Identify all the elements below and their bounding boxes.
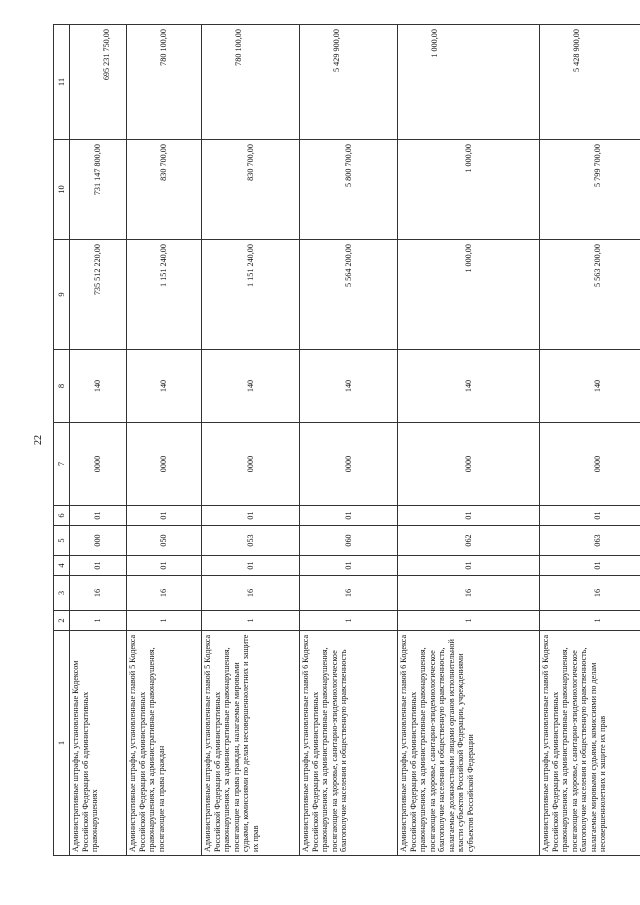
code-cell: 16 [70, 576, 127, 611]
code-cell: 0000 [398, 423, 540, 506]
code-cell: 1 [300, 611, 398, 631]
amount-cell: 1 151 240,00 [127, 240, 202, 350]
amount-cell: 5 428 900,00 [540, 25, 640, 140]
table-row [127, 25, 202, 856]
col-header-3: 3 [54, 576, 70, 611]
col-header-4: 4 [54, 556, 70, 576]
code-cell: 16 [202, 576, 300, 611]
code-cell: 0000 [202, 423, 300, 506]
code-cell: 16 [398, 576, 540, 611]
col-header-2: 2 [54, 611, 70, 631]
col-header-10: 10 [54, 140, 70, 240]
amount-cell: 5 799 700,00 [540, 140, 640, 240]
code-cell: 0000 [300, 423, 398, 506]
amount-cell: 5 564 200,00 [300, 240, 398, 350]
code-cell: 16 [540, 576, 640, 611]
code-cell: 0000 [70, 423, 127, 506]
amount-cell: 5 429 900,00 [300, 25, 398, 140]
row-description: Административные штрафы, установленные главой 5 Кодекса Российской Федерации об административных правонарушениях, за административные правонарушения, посягающие на права граждан, налагаемые мировыми судьями, комиссиями по делам несовершеннолетних и защите их прав [202, 631, 300, 856]
table-header-row [54, 25, 70, 856]
code-cell: 01 [300, 556, 398, 576]
code-cell: 140 [202, 350, 300, 423]
code-cell: 063 [540, 526, 640, 556]
row-description: Административные штрафы, установленные главой 6 Кодекса Российской Федерации об административных правонарушениях, за административные правонарушения, посягающие на здоровье, санитарно-эпидемиологическое благополучие населения и общественную нравственность [300, 631, 398, 856]
amount-cell: 5 563 200,00 [540, 240, 640, 350]
code-cell: 140 [300, 350, 398, 423]
amount-cell: 5 800 700,00 [300, 140, 398, 240]
code-cell: 01 [540, 506, 640, 526]
code-cell: 01 [70, 556, 127, 576]
col-header-6: 6 [54, 506, 70, 526]
budget-revenue-table [53, 24, 640, 856]
table-row [70, 25, 127, 856]
code-cell: 16 [127, 576, 202, 611]
code-cell: 140 [398, 350, 540, 423]
code-cell: 01 [398, 556, 540, 576]
code-cell: 053 [202, 526, 300, 556]
code-cell: 01 [398, 506, 540, 526]
table-row [540, 25, 640, 856]
col-header-9: 9 [54, 240, 70, 350]
row-description: Административные штрафы, установленные главой 5 Кодекса Российской Федерации об административных правонарушениях, за административные правонарушения, посягающие на права граждан [127, 631, 202, 856]
code-cell: 01 [540, 556, 640, 576]
code-cell: 01 [202, 506, 300, 526]
code-cell: 1 [398, 611, 540, 631]
code-cell: 0000 [127, 423, 202, 506]
code-cell: 060 [300, 526, 398, 556]
amount-cell: 1 000,00 [398, 25, 540, 140]
code-cell: 01 [300, 506, 398, 526]
amount-cell: 1 151 240,00 [202, 240, 300, 350]
amount-cell: 1 000,00 [398, 240, 540, 350]
code-cell: 1 [70, 611, 127, 631]
col-header-5: 5 [54, 526, 70, 556]
amount-cell: 830 700,00 [202, 140, 300, 240]
code-cell: 062 [398, 526, 540, 556]
code-cell: 01 [127, 556, 202, 576]
code-cell: 1 [202, 611, 300, 631]
code-cell: 0000 [540, 423, 640, 506]
col-header-1: 1 [54, 631, 70, 856]
code-cell: 1 [540, 611, 640, 631]
page-number: 22 [33, 435, 44, 445]
table-row [300, 25, 398, 856]
amount-cell: 731 147 800,00 [70, 140, 127, 240]
row-description: Административные штрафы, установленные главой 6 Кодекса Российской Федерации об административных правонарушениях, за административные правонарушения, посягающие на здоровье, санитарно-эпидемиологическое благополучие населения и общественную нравственность, налагаемые мировыми судьями, комиссиями по делам несовершеннолетних и защите их прав [540, 631, 640, 856]
row-description: Административные штрафы, установленные Кодексом Российской Федерации об административных правонарушениях [70, 631, 127, 856]
code-cell: 1 [127, 611, 202, 631]
table-row [398, 25, 540, 856]
code-cell: 01 [70, 506, 127, 526]
code-cell: 01 [202, 556, 300, 576]
amount-cell: 780 100,00 [202, 25, 300, 140]
amount-cell: 1 000,00 [398, 140, 540, 240]
amount-cell: 695 231 750,00 [70, 25, 127, 140]
table-row [202, 25, 300, 856]
row-description: Административные штрафы, установленные главой 6 Кодекса Российской Федерации об административных правонарушениях, за административные правонарушения, посягающие на здоровье, санитарно-эпидемиологическое благополучие населения и общественную нравственность, налагаемые должностными лицами органов исполнительной власти субъектов Российской Федерации, учреждениями субъектов Российской Федерации [398, 631, 540, 856]
rotated-table-container [53, 25, 623, 856]
col-header-8: 8 [54, 350, 70, 423]
col-header-7: 7 [54, 423, 70, 506]
code-cell: 140 [127, 350, 202, 423]
code-cell: 000 [70, 526, 127, 556]
col-header-11: 11 [54, 25, 70, 140]
amount-cell: 780 100,00 [127, 25, 202, 140]
code-cell: 01 [127, 506, 202, 526]
code-cell: 140 [540, 350, 640, 423]
code-cell: 140 [70, 350, 127, 423]
code-cell: 050 [127, 526, 202, 556]
code-cell: 16 [300, 576, 398, 611]
amount-cell: 830 700,00 [127, 140, 202, 240]
amount-cell: 735 512 220,00 [70, 240, 127, 350]
